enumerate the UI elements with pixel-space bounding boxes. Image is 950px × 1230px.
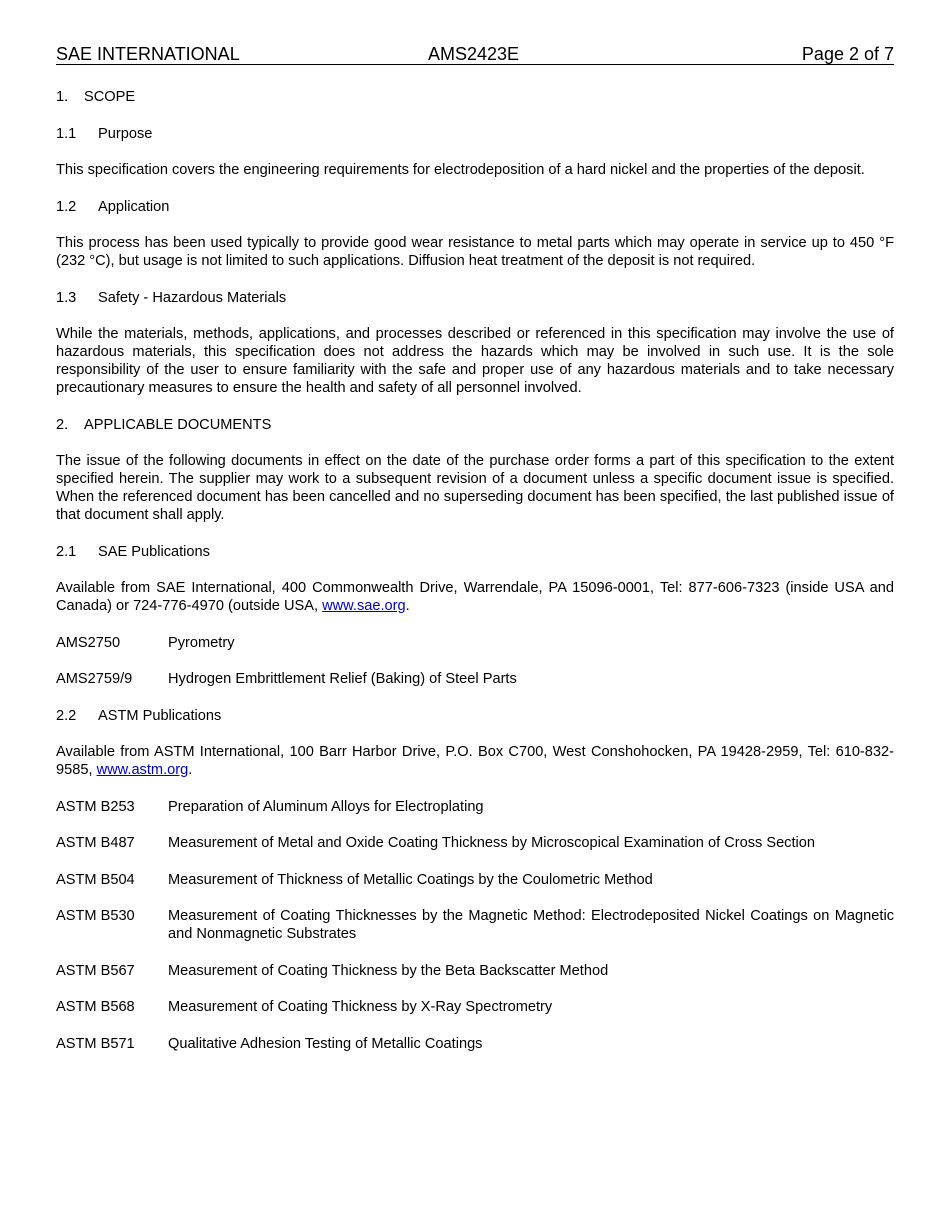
section-title: APPLICABLE DOCUMENTS [84, 416, 272, 433]
section-number: 1.2 [56, 198, 77, 215]
section-title: SCOPE [84, 89, 136, 105]
section-number: 2.2 [56, 707, 77, 724]
reference-title: Qualitative Adhesion Testing of Metallic Coatings [168, 1035, 483, 1052]
section-heading-scope [56, 88, 894, 106]
reference-row [56, 834, 894, 852]
reference-row [56, 871, 894, 889]
reference-title: Measurement of Coating Thickness by the Beta Backscatter Method [168, 962, 609, 979]
reference-code: ASTM B568 [56, 999, 135, 1015]
astm-reference-list [56, 798, 894, 1072]
header-doc-number: AMS2423E [428, 44, 520, 64]
reference-title: Measurement of Coating Thickness by X-Ray Spectrometry [168, 999, 553, 1015]
section-number: 1. [56, 89, 69, 105]
reference-row [56, 907, 894, 943]
document-page [56, 44, 894, 1071]
safety-paragraph: While the materials, methods, applications, and processes described or referenced in this specification may involve the use of hazardous materials, this specification does not address the hazards which may be involved in such use. It is the sole responsibility of the user to ensure familiarity with the safe and proper use of any hazardous materials and to take necessary precautionary measures to ensure the health and safety of all personnel involved. [56, 326, 894, 396]
section-heading-application [56, 198, 894, 216]
sae-availability-paragraph [56, 579, 894, 615]
section-title: Safety - Hazardous Materials [98, 289, 287, 306]
reference-code: ASTM B567 [56, 962, 135, 979]
reference-code: ASTM B504 [56, 871, 135, 888]
page-header [56, 44, 894, 65]
astm-availability-paragraph [56, 743, 894, 779]
reference-code: AMS2750 [56, 634, 121, 651]
header-page-number: Page 2 of 7 [801, 44, 894, 64]
reference-code: AMS2759/9 [56, 671, 133, 687]
reference-code: ASTM B253 [56, 798, 135, 815]
section-number: 2.1 [56, 543, 77, 560]
astm-website-link[interactable]: www.astm.org [96, 762, 189, 778]
section-heading-safety [56, 289, 894, 307]
reference-row [56, 998, 894, 1016]
document-body [56, 65, 894, 1071]
astm-availability-text: Available from ASTM International, 100 Barr Harbor Drive, P.O. Box C700, West Conshohocken, PA 19428-2959, Tel: 610-832-9585, [56, 744, 894, 778]
section-title: Purpose [98, 125, 153, 142]
section-heading-sae-publications [56, 543, 894, 561]
section-number: 1.1 [56, 125, 77, 142]
sae-reference-list [56, 634, 894, 707]
reference-title: Hydrogen Embrittlement Relief (Baking) of Steel Parts [168, 671, 517, 687]
section-heading-astm-publications [56, 707, 894, 725]
section-heading-applicable-documents [56, 416, 894, 434]
reference-title: Measurement of Coating Thicknesses by the Magnetic Method: Electrodeposited Nickel Coatings on Magnetic and Nonmagnetic Substrates [168, 908, 894, 942]
reference-title: Measurement of Metal and Oxide Coating Thickness by Microscopical Examination of Cross Section [168, 835, 816, 851]
reference-row [56, 962, 894, 980]
reference-row [56, 798, 894, 816]
reference-row [56, 634, 894, 652]
reference-row [56, 1035, 894, 1053]
reference-title: Measurement of Thickness of Metallic Coatings by the Coulometric Method [168, 871, 653, 888]
section-title: ASTM Publications [98, 707, 222, 724]
purpose-paragraph: This specification covers the engineering requirements for electrodeposition of a hard nickel and the properties of the deposit. [56, 162, 865, 178]
sae-availability-text: Available from SAE International, 400 Commonwealth Drive, Warrendale, PA 15096-0001, Tel: 877-606-7323 (inside USA and Canada) or 724-776-4970 (outside USA, [56, 580, 894, 614]
reference-title: Pyrometry [168, 634, 235, 651]
sae-website-link[interactable]: www.sae.org [322, 598, 406, 614]
section-number: 1.3 [56, 289, 77, 306]
reference-code: ASTM B530 [56, 908, 135, 924]
reference-code: ASTM B487 [56, 835, 135, 851]
section-title: SAE Publications [98, 543, 210, 560]
reference-code: ASTM B571 [56, 1035, 135, 1052]
section-number: 2. [56, 416, 69, 433]
reference-row [56, 670, 894, 688]
section-title: Application [98, 198, 170, 215]
astm-availability-end: . [188, 762, 193, 778]
sae-availability-end: . [405, 598, 410, 614]
reference-title: Preparation of Aluminum Alloys for Electroplating [168, 798, 484, 815]
application-paragraph: This process has been used typically to provide good wear resistance to metal parts which may operate in service up to 450 °F (232 °C), but usage is not limited to such applications. Diffusion heat treatment of the deposit is not required. [56, 235, 894, 269]
header-org: SAE INTERNATIONAL [56, 44, 240, 64]
applicable-documents-paragraph: The issue of the following documents in effect on the date of the purchase order forms a part of this specification to the extent specified herein. The supplier may work to a subsequent revision of a document unless a specific document issue is specified. When the referenced document has been cancelled and no superseding document has been specified, the last published issue of that document shall apply. [56, 453, 894, 523]
section-heading-purpose [56, 125, 894, 143]
